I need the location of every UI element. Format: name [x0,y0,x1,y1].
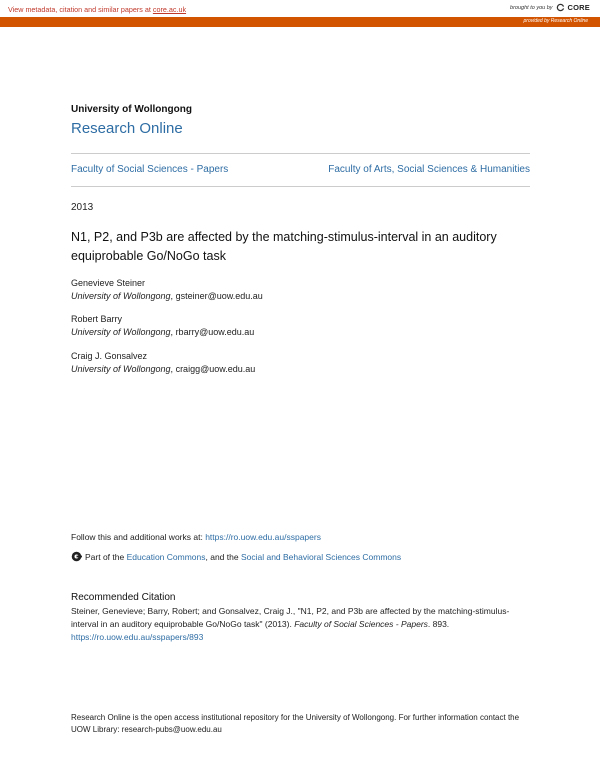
university-name: University of Wollongong [71,104,192,115]
repository-name[interactable]: Research Online [71,120,183,137]
citation-text: Steiner, Genevieve; Barry, Robert; and Gonsalvez, Craig J., "N1, P2, and P3b are affected by the matching-stimulus-interval in an auditory equiprobable Go/NoGo task" (2013). [71,606,510,629]
education-commons-link[interactable]: Education Commons [126,551,206,562]
part-of-line [71,551,401,562]
core-site-link[interactable]: core.ac.uk [152,5,187,14]
author-affiliation: University of Wollongong, rbarry@uow.edu.au [71,327,255,337]
provided-by-label[interactable]: provided by Research Online [523,18,588,24]
core-brand-label: CORE [567,3,590,12]
citation-body [71,605,531,644]
faculty-link-right[interactable]: Faculty of Arts, Social Sciences & Humanities [328,164,530,175]
core-banner [0,0,600,28]
author-email: gsteiner@uow.edu.au [175,291,263,301]
provider-strip [0,17,600,27]
author-email: rbarry@uow.edu.au [175,327,255,337]
follow-link[interactable]: https://ro.uow.edu.au/sspapers [205,532,321,542]
author-email: craigg@uow.edu.au [175,364,256,374]
core-logo-icon [556,3,565,12]
paper-title: N1, P2, and P3b are affected by the matching-stimulus-interval in an auditory equiprobable Go/NoGo task [71,230,497,263]
brought-to-you-label: brought to you by [510,4,553,11]
citation-heading: Recommended Citation [71,592,176,603]
faculty-link-left[interactable]: Faculty of Social Sciences - Papers [71,164,229,175]
author-block [71,350,255,376]
publication-year: 2013 [71,202,94,213]
author-block [71,277,263,303]
author-block [71,313,254,339]
author-name: Craig J. Gonsalvez [71,351,148,361]
brought-by-core[interactable] [510,3,590,12]
commons-icon [71,551,82,562]
citation-link[interactable]: https://ro.uow.edu.au/sspapers/893 [71,632,204,642]
metadata-link-text: View metadata, citation and similar papers at [8,5,153,14]
divider-bottom [71,186,530,187]
metadata-link[interactable] [8,5,186,14]
citation-journal: Faculty of Social Sciences - Papers [294,619,428,629]
part-of-middle: , and the [205,551,241,562]
author-affiliation: University of Wollongong, gsteiner@uow.edu.au [71,291,263,301]
follow-text: Follow this and additional works at: [71,532,206,542]
author-name: Robert Barry [71,314,123,324]
citation-suffix: . 893. [427,619,450,629]
social-sciences-commons-link[interactable]: Social and Behavioral Sciences Commons [240,551,402,562]
follow-works [71,532,321,542]
author-affiliation: University of Wollongong, craigg@uow.edu.au [71,364,256,374]
repository-footer: Research Online is the open access institutional repository for the University of Wollongong. For further information contact the UOW Library: research-pubs@uow.edu.au [71,713,520,734]
author-name: Genevieve Steiner [71,278,146,288]
part-of-prefix: Part of the [85,551,127,562]
divider-top [71,153,530,154]
